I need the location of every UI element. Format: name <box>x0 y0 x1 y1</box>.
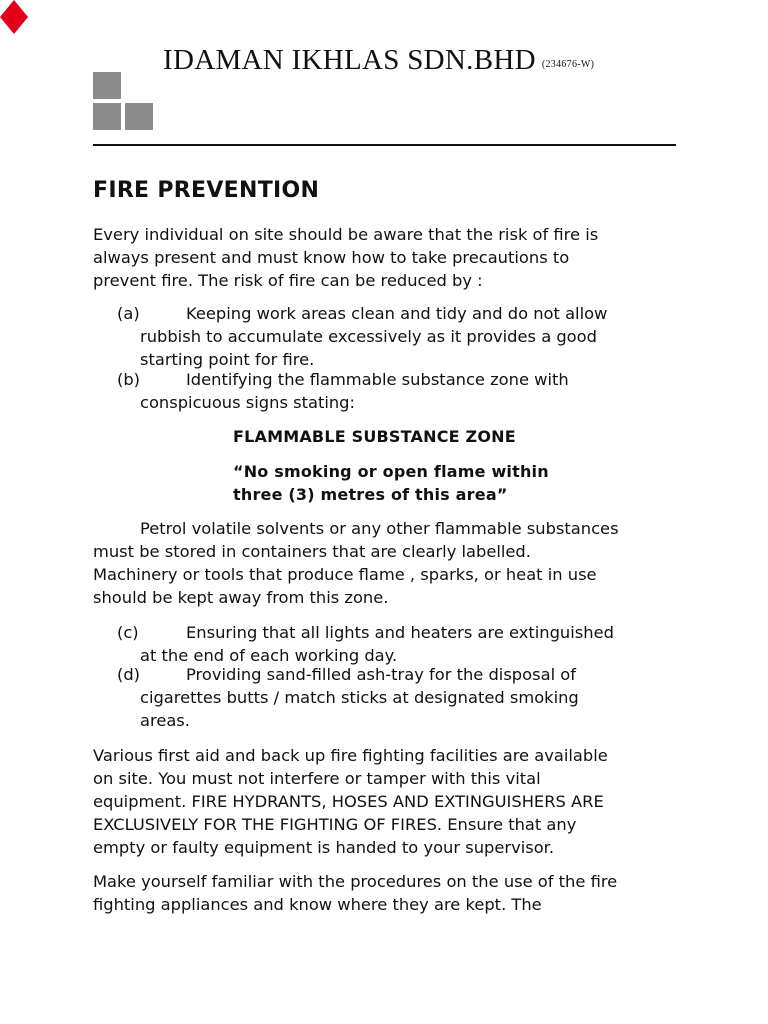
logo-diamond <box>0 0 28 34</box>
facilities-paragraph: Various first aid and back up fire fighting facilities are available on site. You must not interfere or tamper with this vital equipment. FIRE HYDRANTS, HOSES AND EXTINGUISHERS ARE EXCLUSIVELY FOR THE FIGHTING OF FIRES. Ensure that any empty or faulty equipment is handed to your supervisor. <box>93 746 608 857</box>
company-name: IDAMAN IKHLAS SDN.BHD (234676-W) <box>163 44 595 76</box>
sign-notice: “No smoking or open flame within three (3) metres of this area” <box>233 462 549 504</box>
logo-square-bottom-left <box>93 103 121 130</box>
logo-square-bottom-right <box>125 103 153 130</box>
storage-paragraph: Petrol volatile solvents or any other flammable substances must be stored in containers that are clearly labelled. Machinery or tools that produce flame , sparks, or heat in use should be kept away from this zone. <box>93 519 619 607</box>
company-logo <box>93 72 155 132</box>
list-item-c: (c) Ensuring that all lights and heaters are extinguished at the end of each working day. <box>117 623 614 665</box>
sign-heading: FLAMMABLE SUBSTANCE ZONE <box>233 427 516 446</box>
list-item-a: (a) Keeping work areas clean and tidy and do not allow rubbish to accumulate excessively as it provides a good starting point for fire. <box>117 304 608 369</box>
intro-paragraph: Every individual on site should be aware that the risk of fire is always present and must know how to take precautions to prevent fire. The risk of fire can be reduced by : <box>93 225 599 290</box>
company-registration: (234676-W) <box>541 59 595 70</box>
document-title: FIRE PREVENTION <box>93 178 320 203</box>
list-item-d: (d) Providing sand-filled ash-tray for the disposal of cigarettes butts / match sticks at designated smoking areas. <box>117 665 579 730</box>
logo-square-top-left <box>93 72 121 99</box>
familiar-paragraph: Make yourself familiar with the procedures on the use of the fire fighting appliances and know where they are kept. The <box>93 872 618 914</box>
header-divider <box>93 144 676 146</box>
list-item-b: (b) Identifying the flammable substance zone with conspicuous signs stating: <box>117 370 569 412</box>
